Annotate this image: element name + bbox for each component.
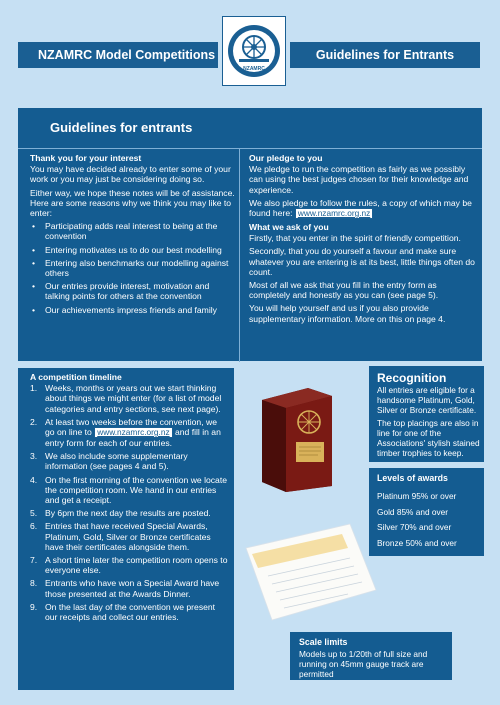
pledge-paragraph-1: We pledge to run the competition as fairly as we possibly can using the best judges chosen for their knowledge and experience. bbox=[249, 164, 469, 195]
interest-column bbox=[30, 153, 235, 318]
trophy-image bbox=[256, 382, 338, 494]
list-item bbox=[30, 602, 228, 622]
recognition-paragraph-1: All entries are eligible for a handsome Platinum, Gold, Silver or Bronze certificate. bbox=[377, 385, 477, 415]
header-left-title: NZAMRC Model Competitions bbox=[18, 42, 218, 68]
item-text: Weeks, months or years out we start thinking about things we might enter (for a list of model categories and entry sections, see next page). bbox=[45, 383, 222, 414]
pledge-paragraph-2 bbox=[249, 198, 475, 219]
level-item: Silver 70% and over bbox=[377, 522, 452, 532]
list-item: • Entering also benchmarks our modelling against others bbox=[30, 258, 235, 278]
interest-paragraph-2: Either way, we hope these notes will be of assistance. Here are some reasons why we think you may like to enter: bbox=[30, 187, 235, 219]
list-item bbox=[30, 475, 228, 506]
level-item: Gold 85% and over bbox=[377, 506, 449, 517]
item-number: 5. bbox=[30, 508, 38, 519]
item-number: 4. bbox=[30, 474, 38, 485]
levels-heading: Levels of awards bbox=[377, 473, 448, 483]
item-text: Entrants who have won a Special Award have those presented at the Awards Dinner. bbox=[45, 578, 220, 599]
recognition-panel bbox=[369, 366, 484, 462]
timeline-heading: A competition timeline bbox=[30, 372, 122, 382]
list-item: • Our entries provide interest, motivation and talking points for others at the convention bbox=[30, 281, 235, 301]
interest-paragraph-1: You may have decided already to enter some of your work or you may just be considering doing so. bbox=[30, 164, 231, 185]
column-divider bbox=[239, 149, 240, 362]
item-text: We also include some supplementary information (see pages 4 and 5). bbox=[45, 451, 188, 472]
recognition-heading: Recognition bbox=[377, 371, 447, 385]
level-item: Bronze 50% and over bbox=[377, 537, 457, 548]
item-number: 6. bbox=[30, 521, 38, 532]
main-title: Guidelines for entrants bbox=[50, 120, 193, 135]
timeline-panel bbox=[18, 368, 234, 690]
entry-form-link[interactable]: www.nzamrc.org.nz bbox=[94, 427, 172, 438]
list-item bbox=[30, 508, 228, 518]
item-text: and fill in an entry form for each of our entries. bbox=[45, 427, 221, 449]
ask-paragraph-2: Secondly, that you do yourself a favour and make sure whatever you are entering is at its best, little things often do count. bbox=[249, 246, 475, 277]
list-item bbox=[30, 417, 228, 448]
pledge-column bbox=[249, 153, 475, 327]
item-text: On the first morning of the convention we locate the competition room. We hand in our entries and get a receipt. bbox=[45, 474, 228, 506]
levels-panel bbox=[369, 468, 484, 556]
ask-paragraph-4: You will help yourself and us if you also provide supplementary information. More on this on page 4. bbox=[249, 303, 446, 324]
item-text: Entries that have received Special Awards, Platinum, Gold, Silver or Bronze certificates have their certificates alongside them. bbox=[45, 521, 211, 552]
ask-paragraph-1: Firstly, that you enter in the spirit of friendly competition. bbox=[249, 233, 461, 244]
list-item bbox=[30, 383, 228, 414]
logo-text: NZAMRC bbox=[243, 66, 265, 72]
list-item bbox=[30, 555, 228, 575]
title-bar bbox=[18, 108, 482, 148]
list-item bbox=[30, 451, 228, 471]
item-number: 7. bbox=[30, 555, 38, 566]
scale-text: Models up to 1/20th of full size and running on 45mm gauge track are permitted bbox=[299, 649, 428, 679]
timeline-column bbox=[30, 372, 228, 625]
pledge-heading: Our pledge to you bbox=[249, 153, 323, 163]
ask-heading: What we ask of you bbox=[249, 222, 329, 233]
reasons-list bbox=[30, 221, 235, 315]
scale-heading: Scale limits bbox=[299, 637, 348, 647]
recognition-paragraph-2: The top placings are also in line for one of the Associations' stylish stained timber trophies to keep. bbox=[377, 418, 480, 458]
item-text: By 6pm the next day the results are posted. bbox=[45, 508, 211, 519]
header-right-title: Guidelines for Entrants bbox=[290, 42, 480, 68]
item-number: 2. bbox=[30, 416, 38, 427]
item-text: A short time later the competition room opens to everyone else. bbox=[45, 555, 228, 576]
recognition-body bbox=[377, 386, 481, 463]
intro-panel bbox=[18, 148, 482, 361]
timeline-list bbox=[30, 383, 228, 622]
item-number: 9. bbox=[30, 601, 38, 612]
item-number: 8. bbox=[30, 578, 38, 589]
certificate-image bbox=[238, 520, 380, 626]
list-item: • Our achievements impress friends and family bbox=[30, 305, 235, 315]
level-item: Platinum 95% or over bbox=[377, 491, 457, 501]
list-item: • Participating adds real interest to being at the convention bbox=[30, 221, 235, 241]
item-number: 1. bbox=[30, 383, 38, 394]
item-number: 3. bbox=[30, 451, 38, 462]
item-text: At least two weeks before the convention, we go on line to bbox=[45, 416, 217, 438]
levels-list bbox=[377, 489, 457, 551]
list-item: • Entering motivates us to do our best modelling bbox=[30, 245, 235, 255]
rules-link[interactable]: www.nzamrc.org.nz bbox=[295, 208, 373, 219]
item-text: On the last day of the convention we present our receipts and collect our entries. bbox=[45, 601, 216, 623]
scale-panel bbox=[290, 632, 452, 680]
list-item bbox=[30, 521, 228, 552]
list-item bbox=[30, 578, 228, 598]
interest-heading: Thank you for your interest bbox=[30, 153, 142, 163]
nzamrc-logo bbox=[222, 16, 286, 86]
ask-paragraph-3: Most of all we ask that you fill in the entry form as completely and honestly as you can (see page 5). bbox=[249, 280, 439, 301]
pledge-rules-text: We also pledge to follow the rules, a copy of which may be found here: bbox=[249, 197, 472, 219]
